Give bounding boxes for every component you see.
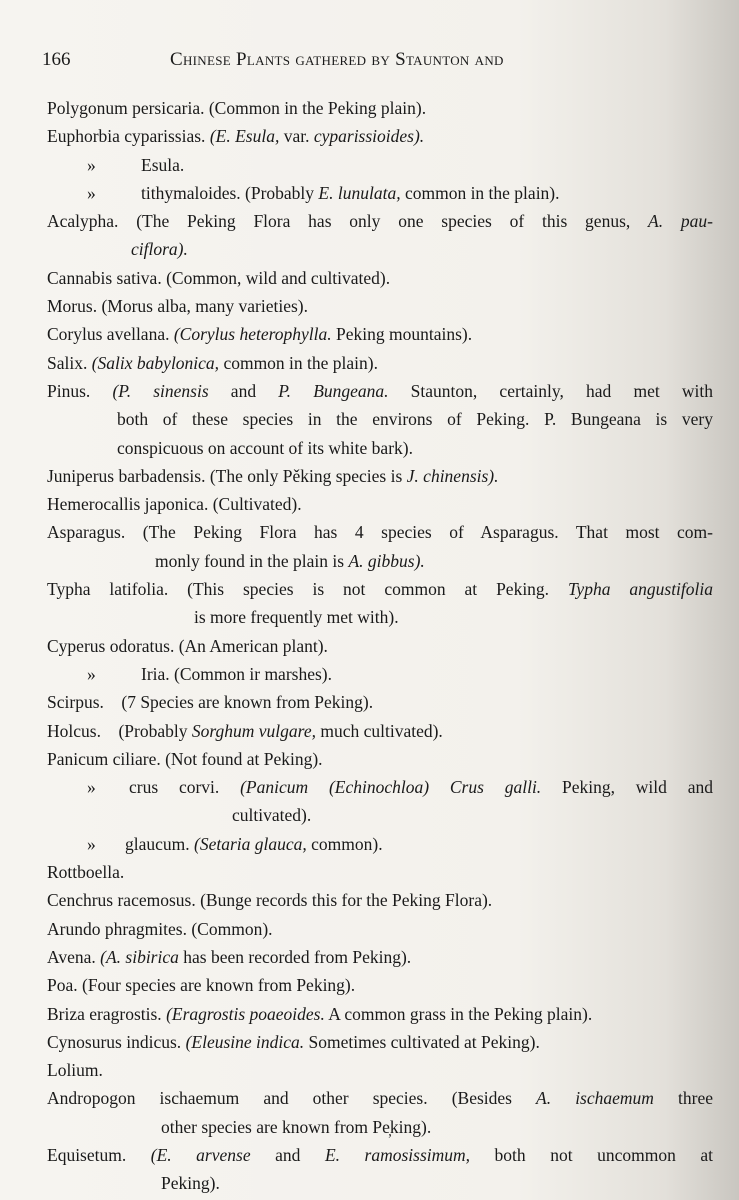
text-line [47, 801, 713, 829]
text-line [47, 575, 713, 603]
italic-text: (Salix babylonica, [91, 352, 220, 373]
text-line [47, 518, 713, 546]
italic-text: Typha angustifolia [568, 579, 713, 600]
text-run: conspicuous on account of its white bark). [117, 437, 413, 458]
text-run: Morus. (Morus alba, many varieties). [47, 296, 308, 317]
italic-text: cyparissioides). [313, 126, 425, 147]
text-run: Euphorbia cyparissias. [47, 126, 210, 147]
text-line [47, 1028, 713, 1056]
text-run: and [250, 1144, 325, 1165]
text-run: Cyperus odoratus. (An American plant). [47, 635, 328, 656]
text-line [47, 151, 713, 179]
text-line [47, 858, 713, 886]
text-line [47, 235, 713, 263]
text-run: Equisetum. [47, 1144, 151, 1165]
page-header [42, 49, 602, 75]
text-run: Acalypha. (The Peking Flora has only one species of this genus, [47, 211, 649, 232]
page-number: 166 [42, 49, 71, 70]
text-run: cultivated). [232, 805, 312, 826]
text-line [47, 688, 713, 716]
text-run: Rottboella. [47, 862, 125, 883]
text-line [47, 773, 713, 801]
text-run: Typha latifolia. (This species is not common at Peking. [47, 579, 568, 600]
text-line [47, 94, 713, 122]
ditto-mark: » [87, 182, 96, 203]
text-run: Peking, wild and [541, 777, 713, 798]
text-run: Sometimes cultivated at Peking). [304, 1031, 540, 1052]
text-run: common in the plain). [219, 352, 378, 373]
text-line [47, 717, 713, 745]
text-run: crus corvi. [129, 777, 241, 798]
text-run: Hemerocallis japonica. (Cultivated). [47, 494, 302, 515]
text-run: A common grass in the Peking plain). [324, 1003, 593, 1024]
text-line [47, 1169, 713, 1197]
ditto-mark: » [87, 833, 96, 854]
italic-text: (Eragrostis poaeoides. [166, 1003, 325, 1024]
text-run: common in the plain). [400, 182, 560, 203]
text-line [47, 1084, 713, 1112]
text-line [47, 632, 713, 660]
text-run: Asparagus. (The Peking Flora has 4 species of Asparagus. That most com- [47, 522, 713, 543]
text-run: var. [279, 126, 314, 147]
text-run: is more frequently met with). [194, 607, 399, 628]
text-line [47, 660, 713, 688]
text-line [47, 830, 713, 858]
italic-text: E. ramosissimum, [324, 1144, 471, 1165]
text-line [47, 603, 713, 631]
text-run: Staunton, certainly, had met with [388, 380, 713, 401]
text-run: Peking mountains). [331, 324, 473, 345]
text-line [47, 490, 713, 518]
italic-text: A. ischaemum [536, 1088, 654, 1109]
text-run: Esula. [141, 154, 185, 175]
italic-text: Sorghum vulgare, [191, 720, 316, 741]
text-run: monly found in the plain is [155, 550, 349, 571]
text-run: common). [306, 833, 383, 854]
text-run: Scirpus. (7 Species are known from Peking). [47, 692, 374, 713]
text-run: Arundo phragmites. (Common). [47, 918, 273, 939]
text-line [47, 349, 713, 377]
italic-text: A. pau- [648, 211, 713, 232]
text-run: Lolium. [47, 1060, 103, 1081]
text-line [47, 207, 713, 235]
text-run: Corylus avellana. [47, 324, 174, 345]
italic-text: (A. sibirica [100, 946, 179, 967]
text-line [47, 1141, 713, 1169]
text-line [47, 745, 713, 773]
text-run: Pinus. [47, 380, 113, 401]
text-run: Salix. [47, 352, 92, 373]
text-line [47, 264, 713, 292]
text-line [47, 462, 713, 490]
text-line [47, 377, 713, 405]
text-run: Avena. [47, 946, 101, 967]
italic-text: (Setaria glauca, [194, 833, 307, 854]
italic-text: P. Bungeana. [278, 380, 389, 401]
text-line [47, 320, 713, 348]
text-run: and [208, 380, 279, 401]
text-line [47, 971, 713, 999]
text-run: Andropogon ischaemum and other species. (Besides [47, 1088, 537, 1109]
text-run: Panicum ciliare. (Not found at Peking). [47, 748, 323, 769]
text-run: Cynosurus indicus. [47, 1031, 186, 1052]
text-line [47, 1113, 713, 1141]
italic-text: (Corylus heterophylla. [173, 324, 332, 345]
page-body [47, 94, 713, 1198]
italic-text: (Eleusine indica. [185, 1031, 305, 1052]
text-run: glaucum. [125, 833, 195, 854]
text-line [47, 943, 713, 971]
text-run: Briza eragrostis. [47, 1003, 167, 1024]
text-line [47, 122, 713, 150]
text-run: Juniperus barbadensis. (The only Pěking species is [47, 465, 407, 486]
running-title: Chinese Plants gathered by Staunton and [170, 49, 504, 70]
ditto-mark: » [87, 777, 96, 798]
text-run: other species are known from Pe̦king). [161, 1116, 432, 1137]
text-run: Holcus. (Probably [47, 720, 192, 741]
italic-text: J. chinensis). [406, 465, 499, 486]
italic-text: A. gibbus). [348, 550, 425, 571]
ditto-mark: » [87, 154, 96, 175]
italic-text: E. lunulata, [318, 182, 401, 203]
italic-text: ciflora). [131, 239, 188, 260]
text-run: Peking). [161, 1173, 220, 1194]
text-run: three [653, 1088, 713, 1109]
text-run: Cenchrus racemosus. (Bunge records this for the Peking Flora). [47, 890, 493, 911]
ditto-mark: » [87, 663, 96, 684]
italic-text: (P. sinensis [112, 380, 209, 401]
text-line [47, 547, 713, 575]
text-line [47, 1000, 713, 1028]
text-run: much cultivated). [315, 720, 443, 741]
text-run: Cannabis sativa. (Common, wild and cultivated). [47, 267, 391, 288]
italic-text: (E. arvense [150, 1144, 251, 1165]
text-line [47, 1056, 713, 1084]
text-run: both of these species in the environs of Peking. P. Bungeana is very [117, 409, 713, 430]
text-run: has been recorded from Peking). [178, 946, 412, 967]
italic-text: (Panicum (Echinochloa) Crus galli. [240, 777, 542, 798]
text-run: Polygonum persicaria. (Common in the Peking plain). [47, 98, 427, 118]
text-line [47, 434, 713, 462]
text-run: tithymaloides. (Probably [141, 182, 319, 203]
text-run: Iria. (Common ir marshes). [141, 663, 332, 684]
text-line [47, 915, 713, 943]
text-line [47, 179, 713, 207]
text-run: both not uncommon at [470, 1144, 713, 1165]
text-line [47, 886, 713, 914]
text-run: Poa. (Four species are known from Peking). [47, 975, 356, 996]
italic-text: (E. Esula, [209, 126, 280, 147]
text-line [47, 405, 713, 433]
text-line [47, 292, 713, 320]
